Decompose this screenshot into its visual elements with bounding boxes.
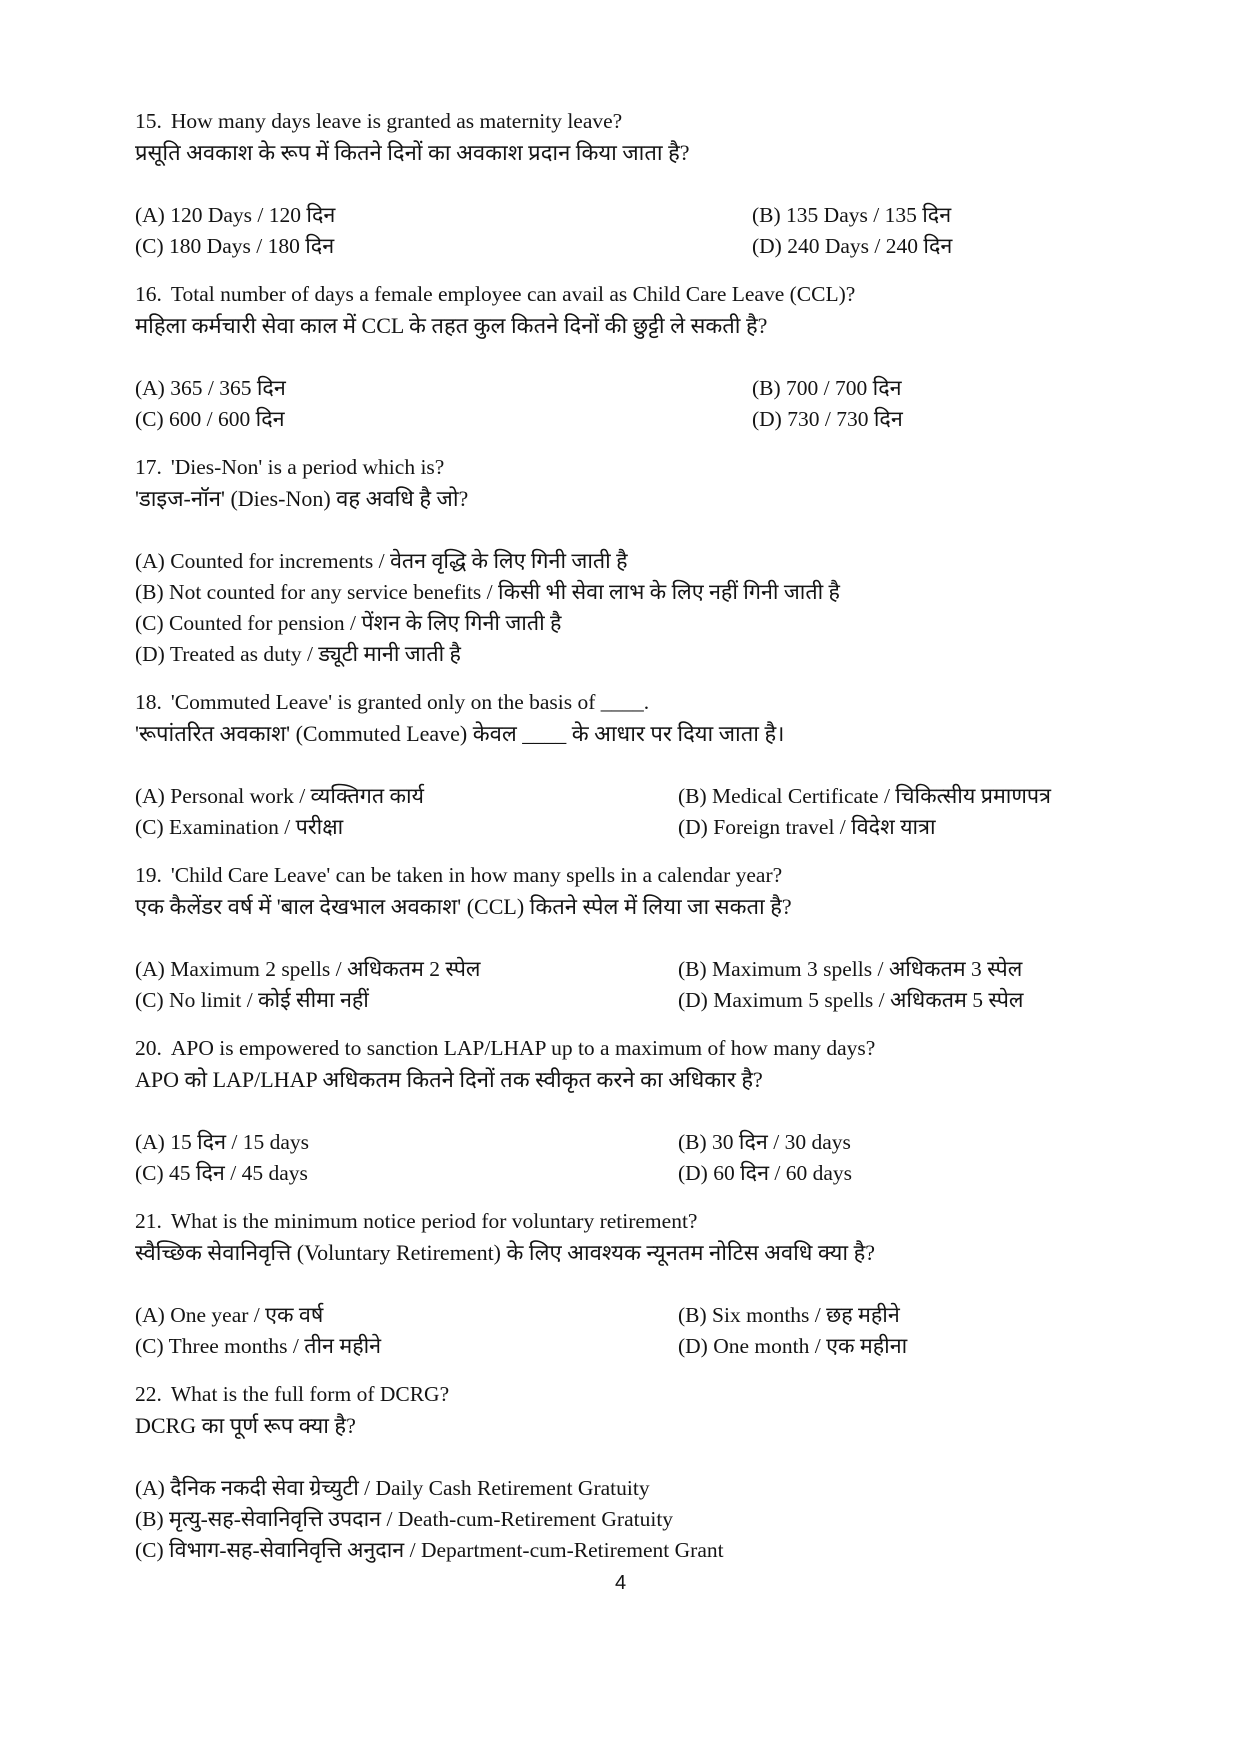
option-a: (A) 365 / 365 दिन [135, 376, 286, 400]
question-text-hi: 'डाइज-नॉन' (Dies-Non) वह अवधि है जो? [135, 486, 469, 511]
question-text-hi: DCRG का पूर्ण रूप क्या है? [135, 1413, 356, 1438]
option-c: (C) विभाग-सह-सेवानिवृत्ति अनुदान / Department-cum-Retirement Grant [135, 1538, 724, 1562]
option-d: (D) 60 दिन / 60 days [678, 1161, 853, 1185]
option-b: (B) Maximum 3 spells / अधिकतम 3 स्पेल [678, 957, 1023, 981]
question-number: 19. [135, 863, 162, 887]
question-number: 16. [135, 282, 162, 306]
options-grid [135, 200, 1115, 262]
question-text-en: 16. Total number of days a female employee can avail as Child Care Leave (CCL)? [135, 282, 856, 306]
question-text-en: 22. What is the full form of DCRG? [135, 1382, 450, 1406]
question-number: 21. [135, 1209, 162, 1233]
option-b: (B) 135 Days / 135 दिन [752, 203, 952, 227]
question-number: 15. [135, 109, 162, 133]
option-c: (C) 180 Days / 180 दिन [135, 234, 335, 258]
option-d: (D) Treated as duty / ड्यूटी मानी जाती है [135, 642, 461, 666]
option-b: (B) Not counted for any service benefits / किसी भी सेवा लाभ के लिए नहीं गिनी जाती है [135, 580, 840, 604]
option-b: (B) Medical Certificate / चिकित्सीय प्रमाणपत्र [678, 784, 1051, 808]
question-block [135, 687, 1115, 843]
options-grid [135, 373, 1115, 435]
question-text-hi: 'रूपांतरित अवकाश' (Commuted Leave) केवल ____ के आधार पर दिया जाता है। [135, 721, 785, 746]
option-b: (B) 30 दिन / 30 days [678, 1130, 851, 1154]
question-text-en: 20. APO is empowered to sanction LAP/LHAP up to a maximum of how many days? [135, 1036, 876, 1060]
question-number: 22. [135, 1382, 162, 1406]
question-number: 17. [135, 455, 162, 479]
option-c: (C) Three months / तीन महीने [135, 1334, 382, 1358]
option-b: (B) 700 / 700 दिन [752, 376, 902, 400]
option-d: (D) One month / एक महीना [678, 1334, 908, 1358]
question-text-en: 18. 'Commuted Leave' is granted only on the basis of ____. [135, 690, 650, 714]
option-b: (B) Six months / छह महीने [678, 1303, 900, 1327]
options-grid [135, 781, 1115, 843]
options-grid [135, 1127, 1115, 1189]
question-text-hi: प्रसूति अवकाश के रूप में कितने दिनों का अवकाश प्रदान किया जाता है? [135, 140, 690, 165]
options-grid [135, 1300, 1115, 1362]
question-block [135, 279, 1115, 435]
option-a: (A) दैनिक नकदी सेवा ग्रेच्युटी / Daily Cash Retirement Gratuity [135, 1476, 650, 1500]
question-text-en: 17. 'Dies-Non' is a period which is? [135, 455, 445, 479]
page-number: 4 [614, 1572, 627, 1594]
question-text-en: 19. 'Child Care Leave' can be taken in how many spells in a calendar year? [135, 863, 783, 887]
option-c: (C) Counted for pension / पेंशन के लिए गिनी जाती है [135, 611, 562, 635]
option-a: (A) 15 दिन / 15 days [135, 1130, 310, 1154]
options-list [135, 546, 1115, 670]
question-number: 18. [135, 690, 162, 714]
options-list [135, 1473, 1115, 1566]
question-block [135, 106, 1115, 262]
question-block [135, 1033, 1115, 1189]
question-block [135, 452, 1115, 670]
question-text-hi: महिला कर्मचारी सेवा काल में CCL के तहत कुल कितने दिनों की छुट्टी ले सकती है? [135, 313, 768, 338]
options-grid [135, 954, 1115, 1016]
question-block [135, 860, 1115, 1016]
option-d: (D) Foreign travel / विदेश यात्रा [678, 815, 936, 839]
option-a: (A) Maximum 2 spells / अधिकतम 2 स्पेल [135, 957, 481, 981]
question-number: 20. [135, 1036, 162, 1060]
option-a: (A) One year / एक वर्ष [135, 1303, 324, 1327]
questions-list [135, 106, 1115, 1583]
question-text-hi: एक कैलेंडर वर्ष में 'बाल देखभाल अवकाश' (CCL) कितने स्पेल में लिया जा सकता है? [135, 894, 792, 919]
question-block [135, 1379, 1115, 1566]
option-d: (D) Maximum 5 spells / अधिकतम 5 स्पेल [678, 988, 1024, 1012]
question-text-en: 15. How many days leave is granted as maternity leave? [135, 109, 623, 133]
option-c: (C) 45 दिन / 45 days [135, 1161, 308, 1185]
option-a: (A) Personal work / व्यक्तिगत कार्य [135, 784, 425, 808]
question-block [135, 1206, 1115, 1362]
option-d: (D) 730 / 730 दिन [752, 407, 903, 431]
option-d: (D) 240 Days / 240 दिन [752, 234, 953, 258]
option-c: (C) 600 / 600 दिन [135, 407, 285, 431]
question-text-en: 21. What is the minimum notice period for voluntary retirement? [135, 1209, 698, 1233]
option-a: (A) 120 Days / 120 दिन [135, 203, 336, 227]
option-b: (B) मृत्यु-सह-सेवानिवृत्ति उपदान / Death-cum-Retirement Gratuity [135, 1507, 674, 1531]
question-text-hi: स्वैच्छिक सेवानिवृत्ति (Voluntary Retirement) के लिए आवश्यक न्यूनतम नोटिस अवधि क्या है? [135, 1240, 876, 1265]
option-c: (C) No limit / कोई सीमा नहीं [135, 988, 369, 1012]
option-a: (A) Counted for increments / वेतन वृद्धि के लिए गिनी जाती है [135, 549, 628, 573]
option-c: (C) Examination / परीक्षा [135, 815, 344, 839]
question-text-hi: APO को LAP/LHAP अधिकतम कितने दिनों तक स्वीकृत करने का अधिकार है? [135, 1067, 763, 1092]
